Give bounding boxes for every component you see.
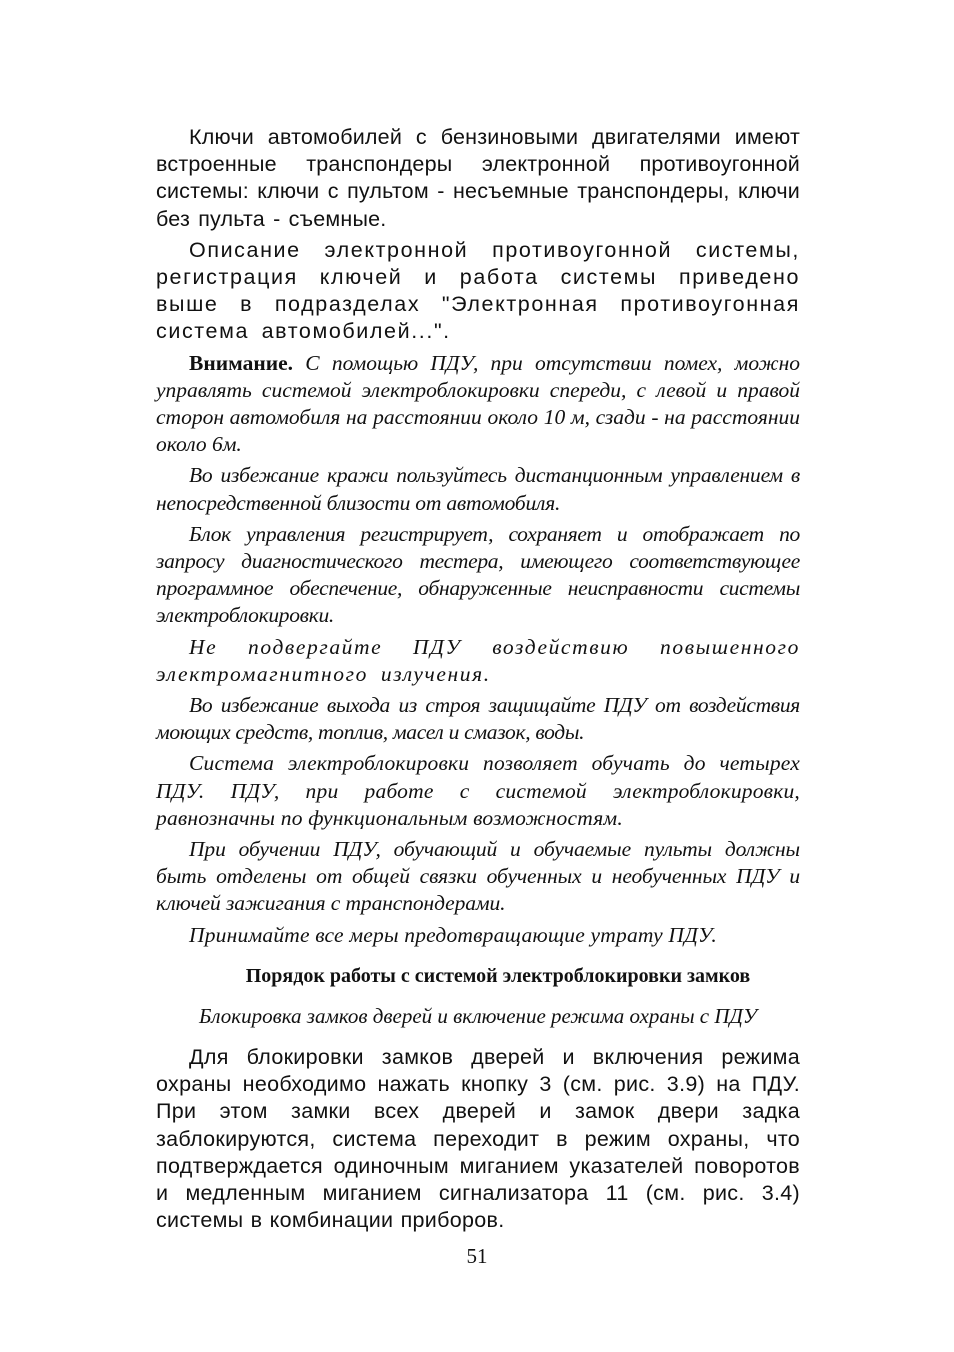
warning-paragraph <box>156 350 800 459</box>
paragraph-locking-procedure: Для блокировки замков дверей и включения режима охраны необходимо нажать кнопку 3 (см. рис. 3.9) на ПДУ. При этом замки всех дверей и замок двери задка заблокируются, система переходит в режим охраны, что подтверждается одиночным миганием указателей поворотов и медленным миганием сигнализатора 11 (см. рис. 3.4) системы в комбинации приборов. <box>156 1044 800 1233</box>
paragraph-liquid-protection: Во избежание выхода из строя защищайте ПДУ от воздействия моющих средств, топлив, масел и смазок, воды. <box>156 693 800 745</box>
paragraph-loss-prevention: Принимайте все меры предотвращающие утрату ПДУ. <box>189 922 717 947</box>
page-number: 51 <box>466 1244 488 1268</box>
paragraph-emi-warning: Не подвергайте ПДУ воздействию повышенного электромагнитного излучения. <box>156 634 800 686</box>
section-heading: Порядок работы с системой электроблокировки замков <box>245 964 751 987</box>
paragraph-keys-transponders: Ключи автомобилей с бензиновыми двигателями имеют встроенные транспондеры электронной противоугонной системы: ключи с пультом - несъемные транспондеры, ключи без пульта - съемные. <box>156 125 800 231</box>
paragraph-theft-prevention: Во избежание кражи пользуйтесь дистанционным управлением в непосредственной близости от автомобиля. <box>156 463 800 515</box>
paragraph-learning-separation: При обучении ПДУ, обучающий и обучаемые пульты должны быть отделены от общей связки обученных и необученных ПДУ и ключей зажигания с транспондерами. <box>156 837 800 916</box>
paragraph-control-unit-diagnostics: Блок управления регистрирует, сохраняет и отображает по запросу диагностического тестера, имеющего соответствующее программное обеспечение, обнаруженные неисправности системы электроблокировки. <box>156 521 800 628</box>
section-subheading: Блокировка замков дверей и включение режима охраны с ПДУ <box>198 1003 758 1028</box>
page-content <box>156 124 800 1234</box>
paragraph-remote-learning-limit: Система электроблокировки позволяет обучать до четырех ПДУ. ПДУ, при работе с системой электроблокировки, равнозначны по функциональным возможностям. <box>156 751 800 830</box>
paragraph-antitheft-description: Описание электронной противоугонной системы, регистрация ключей и работа системы приведено выше в подразделах "Электронная противоугонная система автомобилей...". <box>156 237 800 344</box>
warning-label: Внимание. <box>189 350 294 375</box>
warning-text: С помощью ПДУ, при отсутствии помех, можно управлять системой электроблокировки спереди, с левой и правой сторон автомобиля на расстоянии около 10 м, сзади - на расстоянии около 6м. <box>156 350 800 457</box>
